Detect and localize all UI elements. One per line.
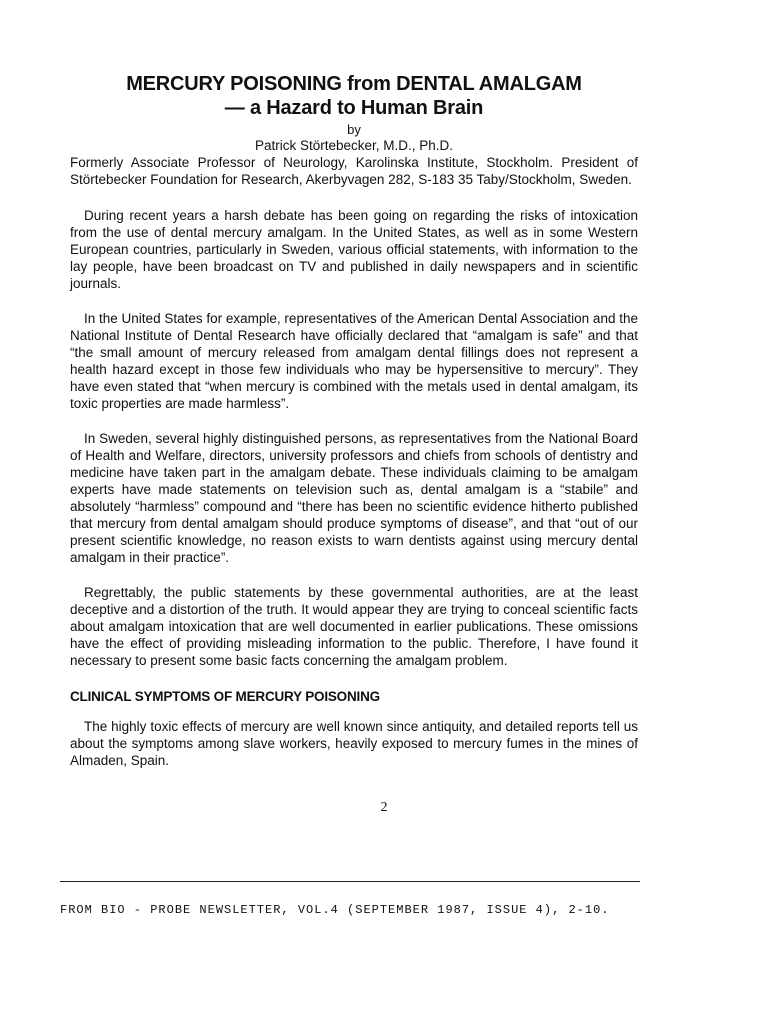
section-heading: CLINICAL SYMPTOMS OF MERCURY POISONING — [70, 689, 380, 704]
footer-divider — [60, 881, 640, 882]
article-title — [70, 72, 638, 120]
author-affiliation: Formerly Associate Professor of Neurology, Karolinska Institute, Stockholm. President of Störtebecker Foundation for Research, Akerbyvagen 282, S-183 35 Taby/Stockholm, Sweden. — [70, 155, 638, 187]
paragraph-3: In Sweden, several highly distinguished persons, as representatives from the National Board of Health and Welfare, directors, university professors and chiefs from schools of dentistry and medicine have taken part in the amalgam debate. These individuals claiming to be amalgam experts have made statements on television such as, dental amalgam is a “stabile” and absolutely “harmless” compound and “there has been no scientific evidence hitherto published that mercury from dental amalgam should produce symptoms of disease”, and that “out of our present scientific knowledge, no reason exists to warn dentists against using mercury dental amalgam in their practice”. — [70, 431, 638, 565]
title-line-2: — a Hazard to Human Brain — [224, 97, 484, 119]
paragraph-2: In the United States for example, representatives of the American Dental Association and the National Institute of Dental Research have officially declared that “amalgam is safe” and that “the small amount of mercury released from amalgam dental fillings does not represent a health hazard except in those few individuals who may be hypersensitive to mercury”. They have even stated that “when mercury is combined with the metals used in dental amalgam, its toxic properties are made harmless”. — [70, 311, 638, 411]
source-footer: FROM BIO - PROBE NEWSLETTER, VOL.4 (SEPTEMBER 1987, ISSUE 4), 2-10. — [60, 903, 610, 917]
title-line-1: MERCURY POISONING from DENTAL AMALGAM — [126, 73, 582, 95]
section-paragraph: The highly toxic effects of mercury are well known since antiquity, and detailed reports tell us about the symptoms among slave workers, heavily exposed to mercury fumes in the mines of Almaden, Spain. — [70, 719, 638, 768]
article-body — [70, 72, 638, 769]
page-number: 2 — [380, 800, 388, 815]
byline-by: by — [347, 122, 361, 137]
paragraph-1: During recent years a harsh debate has been going on regarding the risks of intoxication from the use of dental mercury amalgam. In the United States, as well as in some Western European countries, particularly in Sweden, various official statements, with information to the lay people, have been broadcast on TV and published in daily newspapers and in scientific journals. — [70, 208, 638, 291]
author-name: Patrick Störtebecker, M.D., Ph.D. — [254, 138, 454, 153]
paragraph-4: Regrettably, the public statements by these governmental authorities, are at the least deceptive and a distortion of the truth. It would appear they are trying to conceal scientific facts about amalgam intoxication that are well documented in earlier publications. These omissions have the effect of providing misleading information to the public. Therefore, I have found it necessary to present some basic facts concerning the amalgam problem. — [70, 585, 638, 668]
